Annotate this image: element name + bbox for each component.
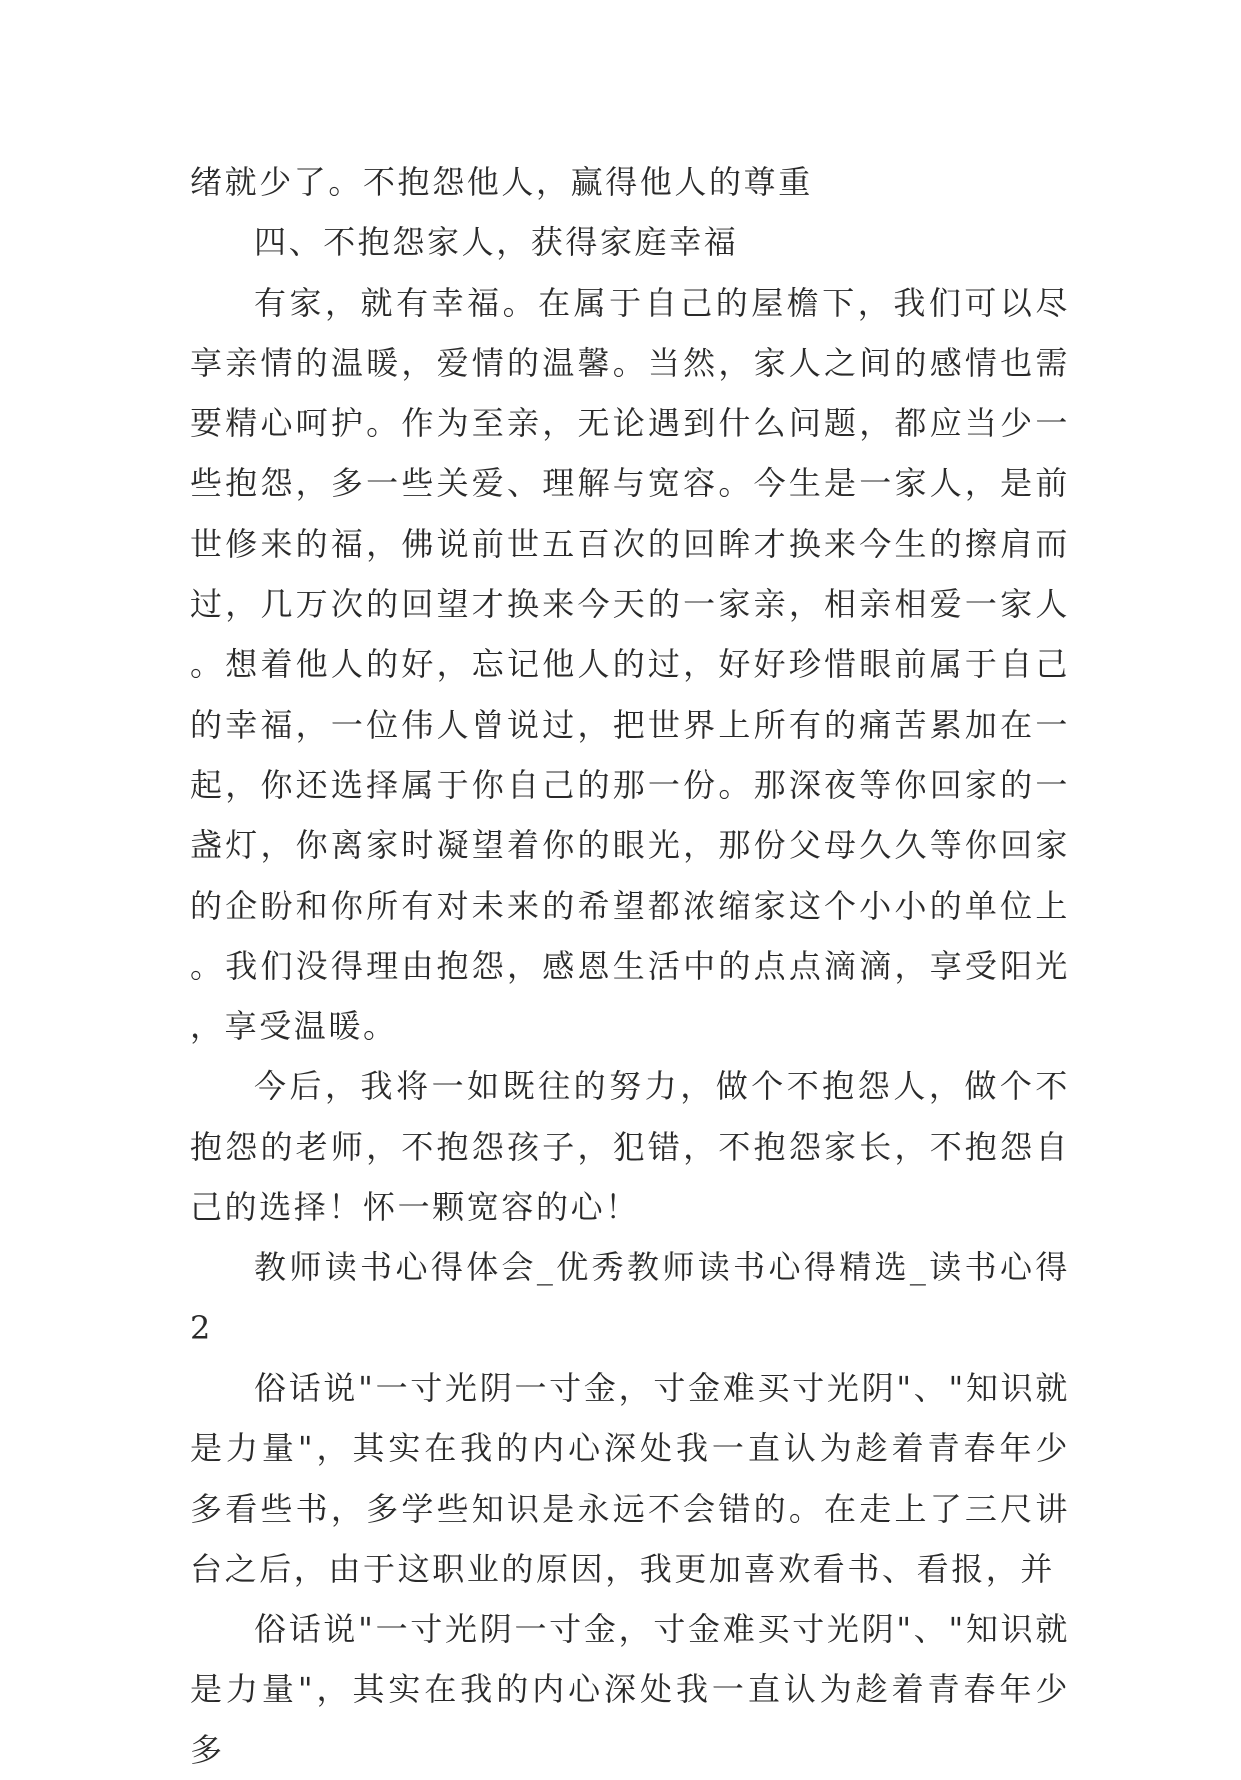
paragraph-reading: 俗话说"一寸光阴一寸金，寸金难买寸光阴"、"知识就是力量"，其实在我的内心深处我一直认为趁着青春年少多看些书，多学些知识是永远不会错的。在走上了三尺讲台之后，由于这职业的原因，我更加喜欢看书、看报，并 [190,1368,1070,1588]
document-body [190,152,1070,1780]
section-heading: 四、不抱怨家人，获得家庭幸福 [254,223,739,262]
paragraph-continuation: 绪就少了。不抱怨他人，赢得他人的尊重 [190,163,813,201]
paragraph-reading-repeat: 俗话说"一寸光阴一寸金，寸金难买寸光阴"、"知识就是力量"，其实在我的内心深处我一直认为趁着青春年少多 [190,1610,1070,1769]
paragraph-family: 有家，就有幸福。在属于自己的屋檐下，我们可以尽享亲情的温暖，爱情的温馨。当然，家人之间的感情也需要精心呵护。作为至亲，无论遇到什么问题，都应当少一些抱怨，多一些关爱、理解与宽容。今生是一家人，是前世修来的福，佛说前世五百次的回眸才换来今生的擦肩而过，几万次的回望才换来今天的一家亲，相亲相爱一家人。想着他人的好，忘记他人的过，好好珍惜眼前属于自己的幸福，一位伟人曾说过，把世界上所有的痛苦累加在一起，你还选择属于你自己的那一份。那深夜等你回家的一盏灯，你离家时凝望着你的眼光，那份父母久久等你回家的企盼和你所有对未来的希望都浓缩家这个小小的单位上。我们没得理由抱怨，感恩生活中的点点滴滴，享受阳光，享受温暖。 [190,283,1070,1046]
article-title: 教师读书心得体会_优秀教师读书心得精选_读书心得 2 [190,1248,1070,1347]
paragraph-conclusion: 今后，我将一如既往的努力，做个不抱怨人，做个不抱怨的老师，不抱怨孩子，犯错，不抱怨家长，不抱怨自己的选择！怀一颗宽容的心！ [190,1067,1070,1227]
